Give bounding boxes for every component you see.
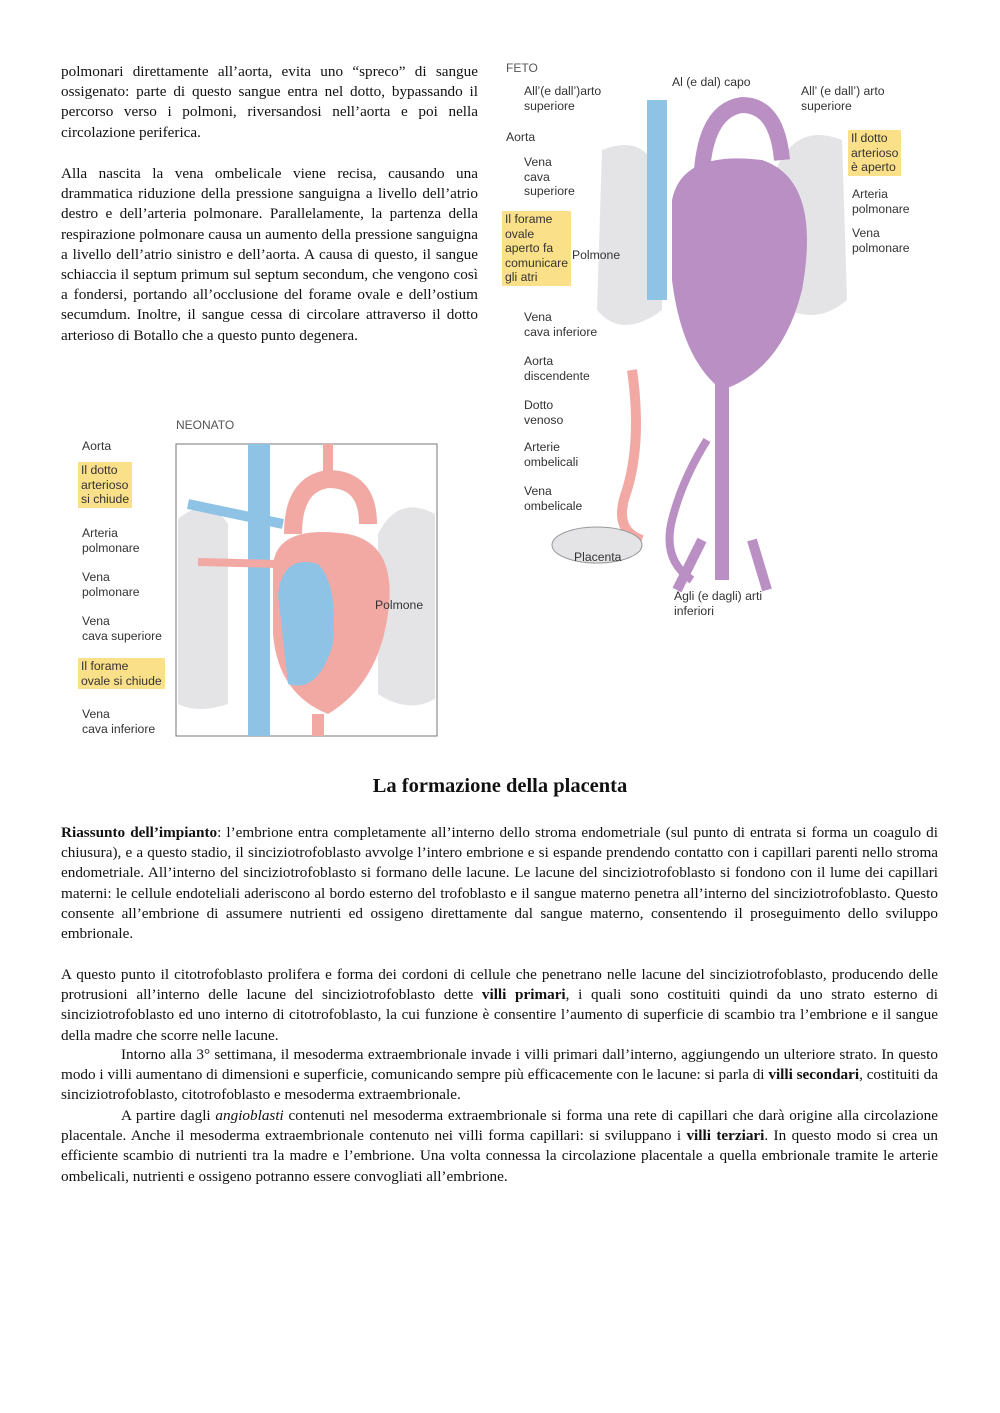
feto-label-vena-polmonare: Vena polmonare <box>852 226 910 255</box>
term-villi-secondari: villi secondari <box>768 1066 860 1084</box>
feto-label-arterie-ombelicali: Arterie ombelicali <box>524 440 579 469</box>
p2-text-b: , i quali sono costituiti quindi da uno strato esterno di sinciziotrofoblasto ed uno interno di citotrofoblasto, la cui funzione è consentire l’aumento di superficie di scambio tra l’embrione e il sangue della madre che scorre nelle lacune. <box>61 986 938 1044</box>
neo-label-forame: Il forame ovale si chiude <box>78 658 165 689</box>
neonato-heading: NEONATO <box>176 418 235 432</box>
feto-lower-limb-right <box>752 540 767 590</box>
feto-label-dotto-venoso: Dotto venoso <box>524 398 564 427</box>
intro-paragraph: polmonari direttamente all’aorta, evita uno “spreco” di sangue ossigenato: parte di questo sangue entra nel dotto, bypassando il percorso verso i polmoni, riversandosi nell’aorta e poi nella circolazione periferica. <box>61 63 478 141</box>
neo-label-polmone: Polmone <box>375 598 424 612</box>
neo-label-arteria: Arteria polmonare <box>82 526 140 555</box>
feto-label-vcs: Vena cava superiore <box>524 155 575 198</box>
feto-heading: FETO <box>506 61 538 75</box>
neo-label-vci: Vena cava inferiore <box>82 707 156 736</box>
feto-umbilical-vein <box>622 370 642 540</box>
p4-text-c: . In questo modo si crea un efficiente scambio di nutrienti tra la madre e l’embrione. Una volta connessa la circolazione placentale a quella embrionale tramite le arterie ombelicali, nutrienti e ossigeno potranno essere convogliati all’embrione. <box>61 1127 938 1185</box>
term-angioblasti: angioblasti <box>215 1107 284 1124</box>
vena-cava <box>248 444 270 736</box>
feto-label-capo: Al (e dal) capo <box>672 75 751 89</box>
term-riassunto: Riassunto dell’impianto <box>61 824 218 841</box>
neo-label-aorta: Aorta <box>82 439 112 453</box>
term-villi-terziari: villi terziari <box>686 1127 765 1145</box>
feto-label-aorta: Aorta <box>506 130 536 144</box>
feto-figure <box>502 60 922 620</box>
feto-label-dotto-aperto: Il dotto arterioso è aperto <box>848 130 901 176</box>
body-paragraph-2 <box>61 965 938 1046</box>
feto-heart <box>672 158 807 390</box>
feto-label-arti-inferiori: Agli (e dagli) arti inferiori <box>674 589 763 618</box>
left-lung <box>178 508 228 709</box>
feto-label-vci: Vena cava inferiore <box>524 310 598 339</box>
feto-label-polmone: Polmone <box>572 248 621 262</box>
neo-label-vcs: Vena cava superiore <box>82 614 162 643</box>
p2-text-a: A questo punto il citotrofoblasto prolifera e forma dei cordoni di cellule che penetrano nelle lacune del sinciziotrofoblasto, producendo delle protrusioni all’interno delle lacune del sinciziotrofoblasto dette <box>61 966 938 1004</box>
body-paragraph-4 <box>61 1106 938 1187</box>
body-paragraph-3 <box>61 1045 938 1106</box>
body-paragraph-1 <box>61 823 938 944</box>
p3-text-b: , costituiti da sinciziotrofoblasto, citotrofoblasto e mesoderma extraembrionale. <box>61 1066 939 1104</box>
term-villi-primari: villi primari <box>481 986 566 1004</box>
birth-paragraph: Alla nascita la vena ombelicale viene recisa, causando una drammatica riduzione della pressione sanguigna a livello dell’atrio destro e dell’arteria polmonare. Parallelamente, la partenza della respirazione polmonare causa un aumento della pressione sanguigna a livello dell’atrio sinistro e dell’aorta. A causa di questo, il sangue schiaccia il septum primum sul septum secondum, che vengono così a fondersi, portando all’occlusione del forame ovale e dell’ostium secumdum. Inoltre, il sangue cessa di circolare attraverso il dotto arterioso di Botallo che a questo punto degenera. <box>61 165 478 344</box>
feto-label-placenta: Placenta <box>574 550 622 564</box>
feto-label-vena-ombelicale: Vena ombelicale <box>524 484 583 513</box>
feto-label-forame: Il forame ovale aperto fa comunicare gli atri <box>502 211 571 286</box>
feto-vcs <box>647 100 667 300</box>
feto-label-aorta-discendente: Aorta discendente <box>524 354 590 383</box>
p4-text-a: A partire dagli <box>121 1107 216 1124</box>
neonato-figure <box>78 414 440 740</box>
feto-label-arteria: Arteria polmonare <box>852 187 910 216</box>
feto-label-arto-dx: All’ (e dall’) arto superiore <box>801 84 885 113</box>
section-title: La formazione della placenta <box>372 775 628 797</box>
neo-label-vena-polmonare: Vena polmonare <box>82 570 140 599</box>
p4-text-b: contenuti nel mesoderma extraembrionale si forma una rete di capillari che darà origine alla circolazione placentale. Anche il mesoderma extraembrionale contenuto nei villi forma capillari: si sviluppano i <box>61 1107 938 1145</box>
p3-text-a: Intorno alla 3° settimana, il mesoderma extraembrionale invade i villi primari dall’interno, aggiungendo un ulteriore strato. In questo modo i villi aumentano di dimensioni e superficie, comunicando sempre più efficacemente con le lacune: si parla di <box>61 1046 938 1084</box>
neo-label-dotto: Il dotto arterioso si chiude <box>78 462 132 508</box>
p1-text: : l’embrione entra completamente all’interno dello stroma endometriale (sul punto di entrata si forma un coagulo di chiusura), e a questo stadio, il sinciziotrofoblasto avvolge l’intero embrione e si espande prendendo contatto con i capillari parenti nello stroma endometriale. All’interno del sinciziotrofoblasto si formano delle lacune. Le lacune del sinciziotrofoblasto si fondono con il lume dei capillari materni: le cellule endoteliali aderiscono al bordo esterno del trofoblasto e il sangue materno penetra all’interno del sinciziotrofoblasto. Questo consente all’embrione di assumere nutrienti ed ossigeno direttamente dal sangue materno, consentendo il proseguimento dello sviluppo embrionale. <box>61 824 938 943</box>
feto-label-arto-sx: All’(e dall’)arto superiore <box>524 84 602 113</box>
pulmonary-vein-left <box>198 562 278 564</box>
